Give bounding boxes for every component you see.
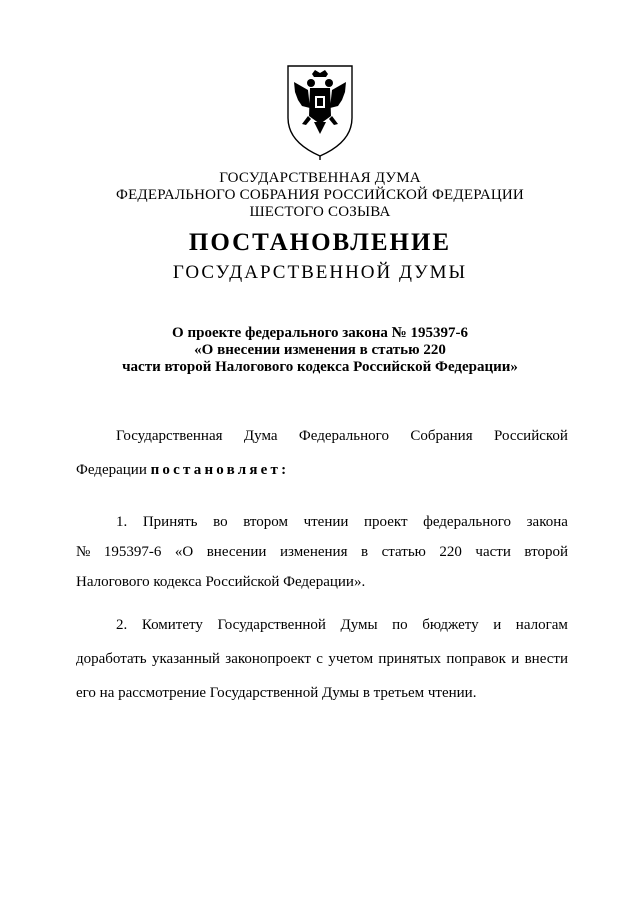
subject-line-3: части второй Налогового кодекса Российской Федерации» bbox=[122, 359, 518, 375]
word: указанный bbox=[151, 651, 220, 667]
word: с bbox=[316, 651, 323, 667]
document-title: ПОСТАНОВЛЕНИЕ bbox=[188, 229, 452, 256]
resolves-verb: постановляет: bbox=[150, 462, 290, 478]
item-1-line-2 bbox=[76, 544, 568, 561]
word: Российской bbox=[494, 428, 568, 444]
word: статью bbox=[381, 544, 426, 560]
header-line-3: ШЕСТОГО СОЗЫВА bbox=[249, 204, 391, 220]
word: налогам bbox=[515, 617, 568, 633]
word: закона bbox=[526, 514, 568, 530]
word: внести bbox=[524, 651, 568, 667]
coat-of-arms-emblem bbox=[284, 60, 356, 160]
subject-line-1: О проекте федерального закона № 195397-6 bbox=[172, 325, 468, 341]
word: законопроект bbox=[225, 651, 311, 667]
word: проект bbox=[364, 514, 408, 530]
word: 195397-6 bbox=[103, 544, 162, 560]
word: Федерального bbox=[298, 428, 389, 444]
item-2-line-2 bbox=[76, 651, 568, 668]
word: Дума bbox=[243, 428, 278, 444]
document-subject bbox=[0, 325, 640, 376]
item-1-line-1 bbox=[76, 514, 568, 531]
word: и bbox=[511, 651, 520, 667]
word: второй bbox=[524, 544, 568, 560]
word: внесении bbox=[206, 544, 267, 560]
item-2-line-3: его на рассмотрение Государственной Думы в третьем чтении. bbox=[76, 685, 477, 701]
header-line-2: ФЕДЕРАЛЬНОГО СОБРАНИЯ РОССИЙСКОЙ ФЕДЕРАЦИИ bbox=[116, 187, 524, 203]
word: Комитету bbox=[141, 617, 203, 633]
issuer-header bbox=[0, 170, 640, 221]
word: и bbox=[493, 617, 502, 633]
word: чтении bbox=[303, 514, 349, 530]
item-2-paragraph bbox=[76, 617, 568, 702]
word: в bbox=[361, 544, 369, 560]
word: втором bbox=[243, 514, 288, 530]
item-1-paragraph bbox=[76, 514, 568, 591]
word: Принять bbox=[142, 514, 198, 530]
word: 220 bbox=[439, 544, 462, 560]
word: 2. bbox=[116, 617, 128, 633]
word: Государственная bbox=[116, 428, 223, 444]
header-line-1: ГОСУДАРСТВЕННАЯ ДУМА bbox=[219, 170, 421, 186]
word: «О bbox=[174, 544, 194, 560]
intro-paragraph bbox=[76, 428, 568, 479]
intro-line-2 bbox=[76, 462, 568, 479]
word: части bbox=[475, 544, 511, 560]
item-2-line-1 bbox=[76, 617, 568, 634]
word: федерального bbox=[423, 514, 512, 530]
word: принятых bbox=[378, 651, 442, 667]
word: 1. bbox=[116, 514, 128, 530]
word: учетом bbox=[328, 651, 374, 667]
word: Федерации bbox=[76, 462, 147, 478]
word: по bbox=[392, 617, 408, 633]
word: Собрания bbox=[410, 428, 473, 444]
item-1-line-3: Налогового кодекса Российской Федерации». bbox=[76, 574, 366, 590]
word: № bbox=[76, 544, 91, 560]
word: бюджету bbox=[422, 617, 479, 633]
word: поправок bbox=[446, 651, 506, 667]
word: Государственной bbox=[217, 617, 326, 633]
word: во bbox=[213, 514, 228, 530]
word: изменения bbox=[279, 544, 348, 560]
intro-line-1 bbox=[76, 428, 568, 445]
word: Думы bbox=[340, 617, 378, 633]
document-subtitle: ГОСУДАРСТВЕННОЙ ДУМЫ bbox=[172, 262, 468, 283]
word: доработать bbox=[76, 651, 147, 667]
subject-line-2: «О внесении изменения в статью 220 bbox=[194, 342, 446, 358]
